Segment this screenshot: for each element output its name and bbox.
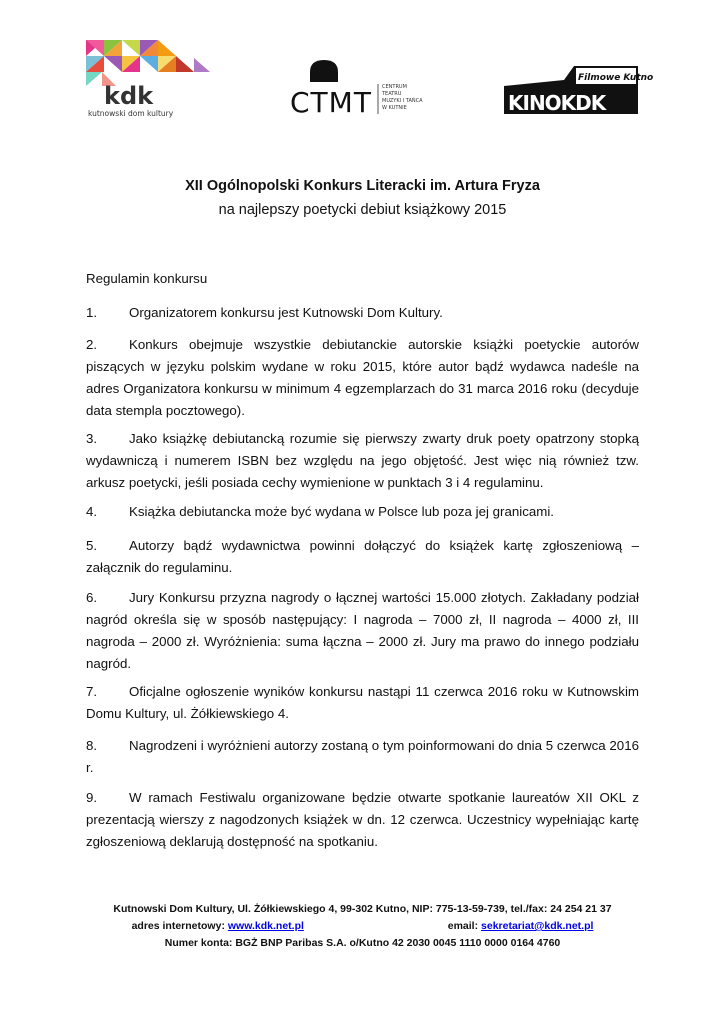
footer-bank-account: Numer konta: BGŻ BNP Paribas S.A. o/Kutno 42 2030 0045 1110 0000 0164 4760	[164, 937, 561, 949]
rule-item-4: 4. Książka debiutancka może być wydana w Polsce lub poza jej granicami.	[86, 504, 554, 519]
kdk-logo-graphic	[86, 40, 214, 118]
kdk-logo-subtext: kutnowski dom kultury	[88, 109, 174, 118]
kinokdk-logo-graphic	[504, 64, 654, 118]
rule-item-7: 7. Oficjalne ogłoszenie wyników konkursu nastąpi 11 czerwca 2016 roku w Kutnowskim Domu Kultury, ul. Żółkiewskiego 4.	[86, 684, 639, 721]
ctmt-logo-text: CTMT	[290, 86, 372, 119]
rule-item-9: 9. W ramach Festiwalu organizowane będzie otwarte spotkanie laureatów XII OKL z prezentacją wierszy z nagodzonych książek w dn. 12 czerwca. Uczestnicy wypełniając kartę zgłoszeniową deklarują dostępność na spotkaniu.	[86, 790, 639, 849]
ctmt-subtext-3: MUZYKI I TAŃCA	[382, 98, 423, 104]
ctmt-subtext-2: TEATRU	[382, 91, 402, 97]
document-title: XII Ogólnopolski Konkurs Literacki im. Artura Fryza	[185, 178, 540, 194]
ctmt-logo-graphic	[290, 58, 440, 118]
kinokdk-logo-text: KINOKDK	[508, 91, 606, 115]
rule-item-2: 2. Konkurs obejmuje wszystkie debiutanckie autorskie książki poetyckie autorów piszących w języku polskim wydane w roku 2015, które autor bądź wydawca nadeśle na adres Organizatora konkursu w minimum 4 egzemplarzach do 31 marca 2016 roku (decyduje data stempla pocztowego).	[86, 337, 639, 418]
kinokdk-logo-subtext: Filmowe Kutno	[578, 73, 654, 83]
regulamin-heading: Regulamin konkursu	[86, 271, 208, 286]
kinokdk-logo	[504, 64, 654, 118]
kdk-logo	[86, 40, 214, 118]
footer-web-link[interactable]: www.kdk.net.pl	[227, 920, 304, 932]
ctmt-subtext-4: W KUTNIE	[382, 105, 407, 111]
rule-item-8: 8. Nagrodzeni i wyróżnieni autorzy zostaną o tym poinformowani do dnia 5 czerwca 2016 r.	[86, 738, 639, 775]
document-subtitle: na najlepszy poetycki debiut książkowy 2015	[218, 202, 507, 218]
footer-web-label: adres internetowy:	[131, 920, 225, 932]
footer-email-label: email:	[447, 920, 479, 932]
footer-address: Kutnowski Dom Kultury, Ul. Żółkiewskiego 4, 99-302 Kutno, NIP: 775-13-59-739, tel./fax: 24 254 21 37	[113, 903, 612, 915]
kdk-logo-text: kdk	[104, 82, 154, 110]
ctmt-subtext-1: CENTRUM	[382, 84, 407, 90]
footer-email-link[interactable]: sekretariat@kdk.net.pl	[481, 920, 594, 932]
rule-item-6: 6. Jury Konkursu przyzna nagrody o łącznej wartości 15.000 złotych. Zakładany podział nagród określa się w sposób następujący: I nagroda – 7000 zł, II nagroda – 4000 zł, III nagroda – 2000 zł. Wyróżnienia: suma łączna – 2000 zł. Jury ma prawo do innego podziału nagród.	[86, 590, 639, 671]
ctmt-logo	[290, 58, 440, 118]
footer-contacts	[0, 918, 725, 935]
rule-item-5: 5. Autorzy bądź wydawnictwa powinni dołączyć do książek kartę zgłoszeniową – załącznik do regulaminu.	[86, 538, 639, 575]
rule-item-1: 1. Organizatorem konkursu jest Kutnowski Dom Kultury.	[86, 305, 443, 320]
rule-item-3: 3. Jako książkę debiutancką rozumie się pierwszy zwarty druk poety opatrzony stopką wydawniczą i numerem ISBN bez względu na jego objętość. Jest więc nią również tzw. arkusz poetycki, jeśli posiada cechy wymienione w punktach 3 i 4 regulaminu.	[86, 431, 639, 490]
